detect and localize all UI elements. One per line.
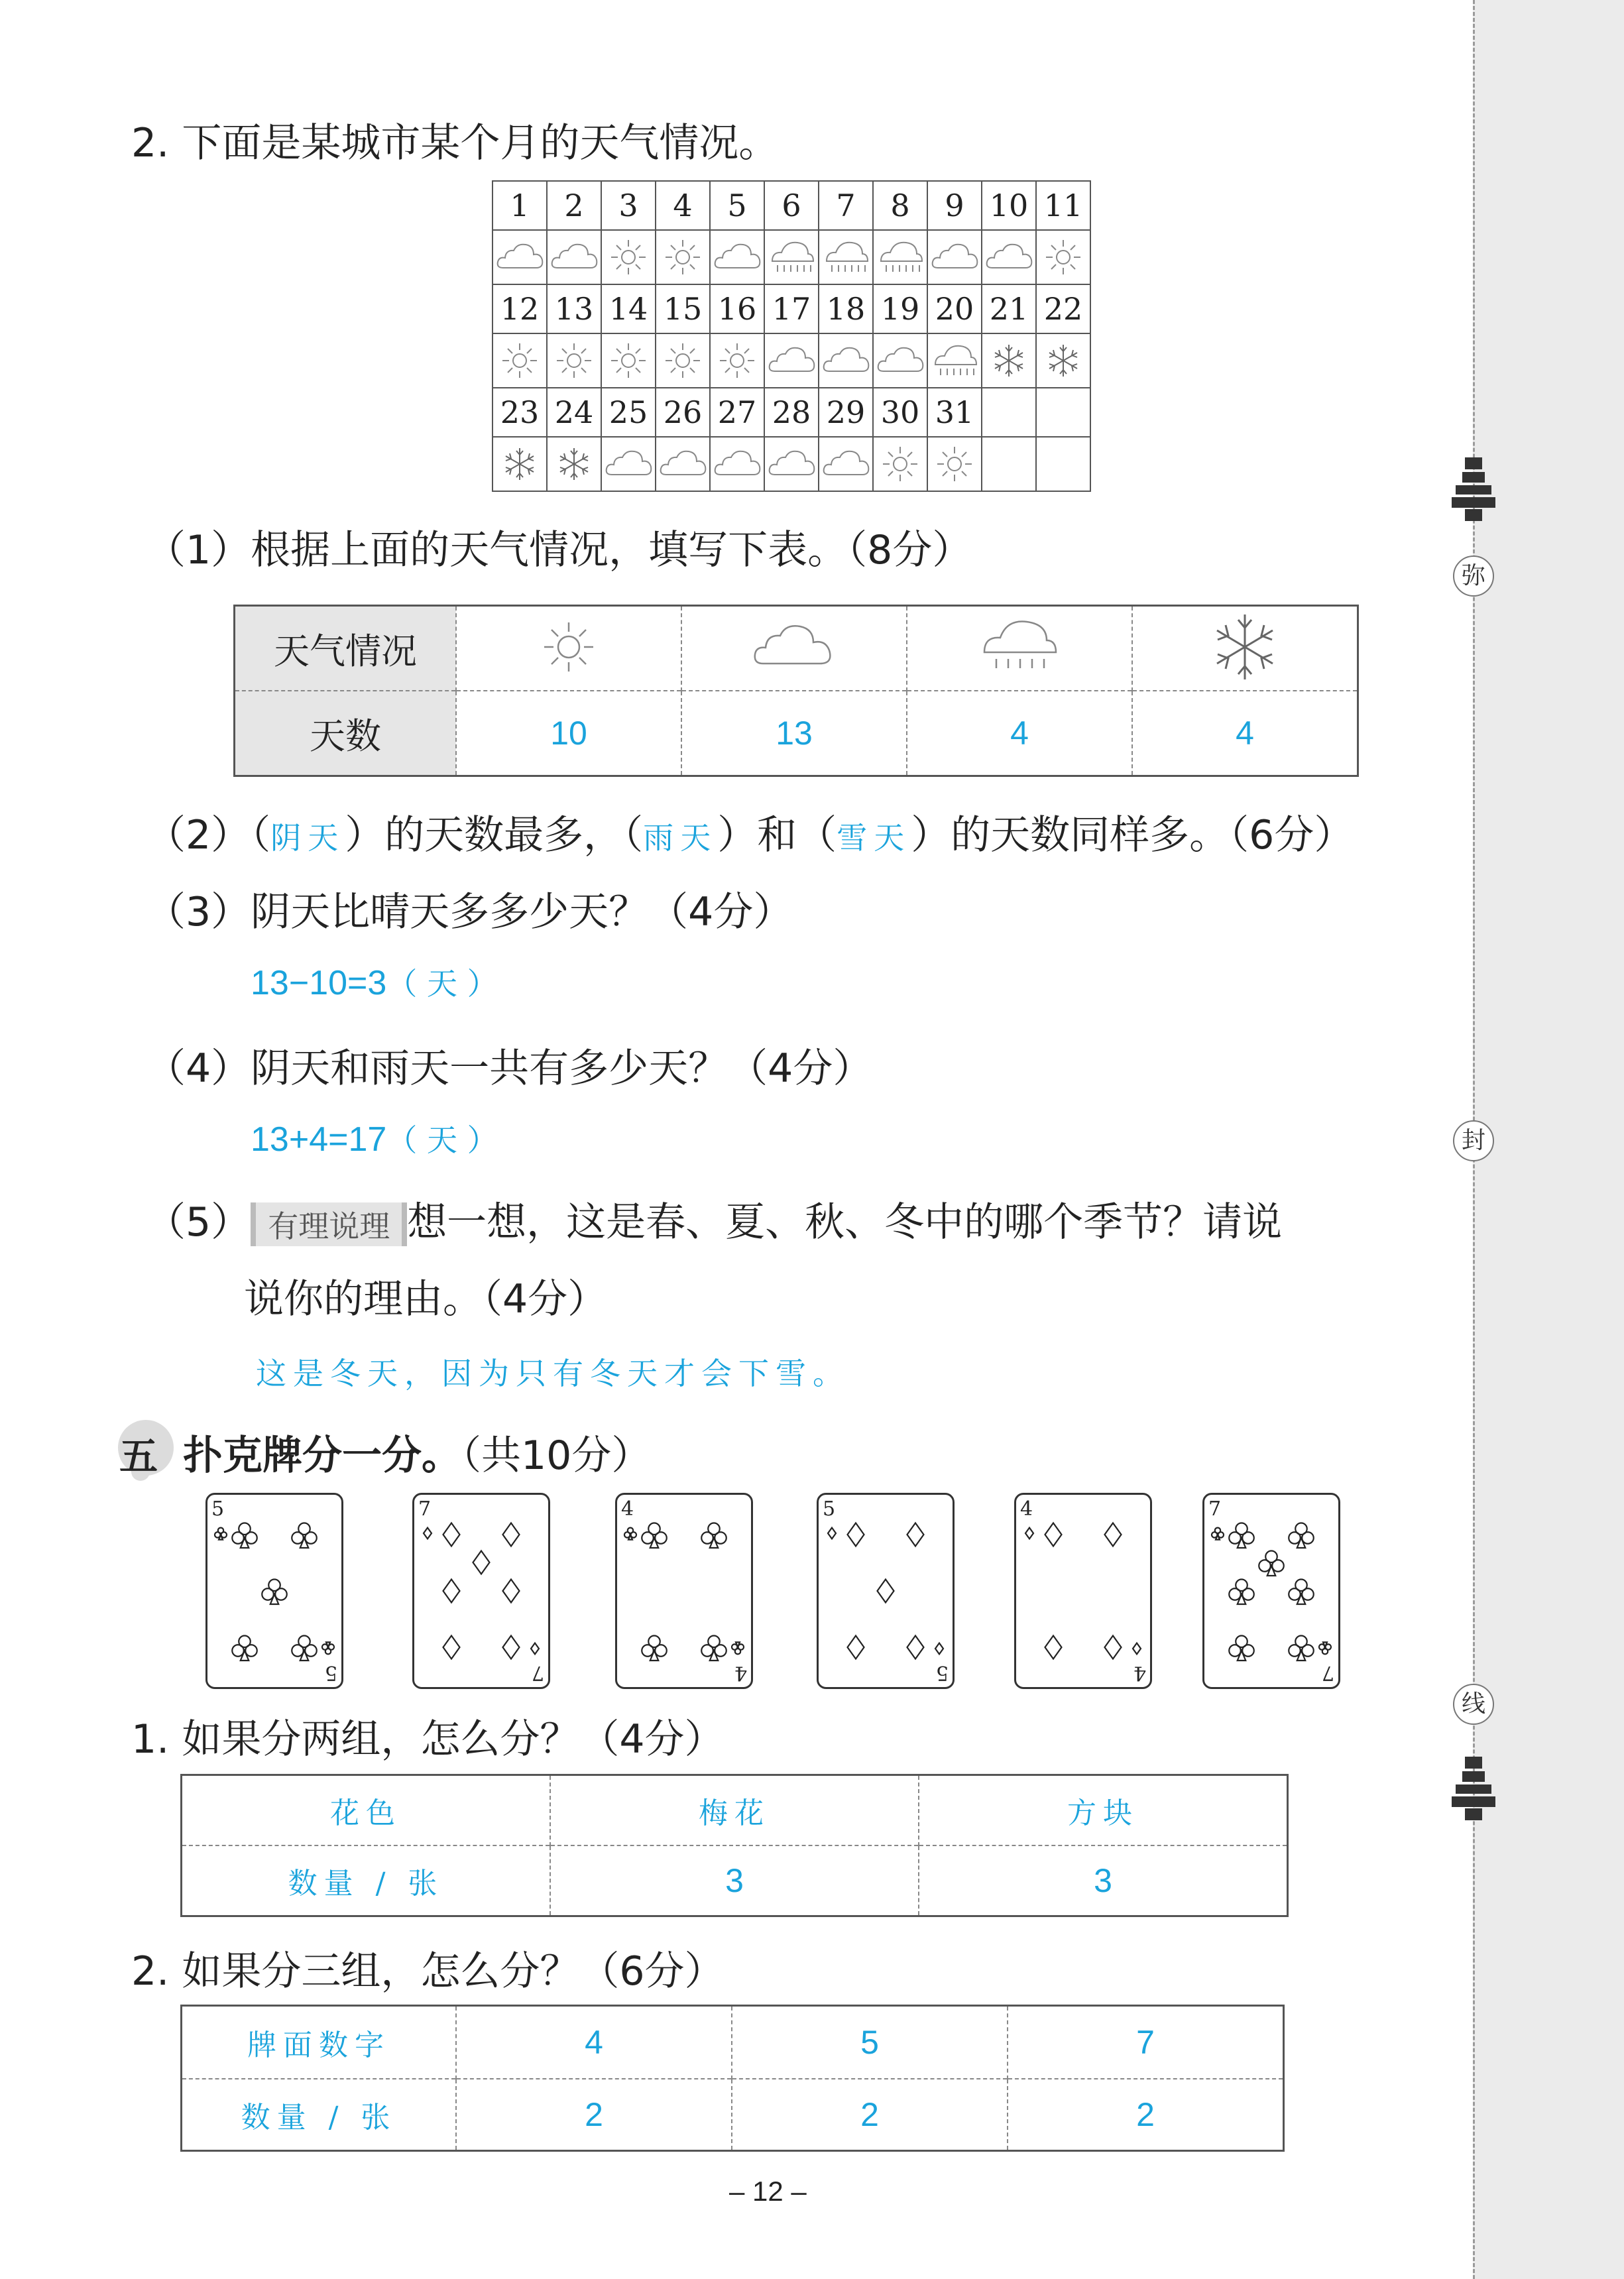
q2-title: 2. 下面是某城市某个月的天气情况。 <box>131 120 779 166</box>
scissors-icon-2 <box>1450 1757 1497 1820</box>
q2-part3-calc: 13−10=3 <box>251 964 387 1002</box>
calendar-day-number: 27 <box>710 388 764 437</box>
calendar-day-number: 2 <box>547 181 601 230</box>
playing-card-5-diamond <box>817 1493 955 1689</box>
q2-part5-answer: 这是冬天，因为只有冬天才会下雪。 <box>256 1356 850 1391</box>
count-clubs: 3 <box>550 1845 919 1916</box>
margin-mark-feng: 封 <box>1453 1120 1494 1161</box>
calendar-weather-row <box>493 437 1090 491</box>
cloud-icon <box>681 606 907 691</box>
calendar-day-number: 26 <box>656 388 710 437</box>
answer-same-1: 雨天 <box>643 820 718 856</box>
calendar-day-number: 4 <box>656 181 710 230</box>
q2-part3-answer <box>251 960 498 1004</box>
cloudy-weather-icon <box>493 230 547 284</box>
calendar-day-number: 15 <box>656 284 710 333</box>
calendar-day-number: 25 <box>601 388 656 437</box>
suit-label: 花色 <box>330 1796 402 1830</box>
playing-card-7-diamond <box>412 1493 550 1689</box>
quantity-label-2: 数量 / 张 <box>182 2079 457 2151</box>
suit-diamonds: 方块 <box>919 1775 1288 1846</box>
calendar-day-number <box>1036 388 1090 437</box>
section5-q1-text: 1. 如果分两组，怎么分？（4分） <box>131 1716 725 1763</box>
sunny-weather-icon <box>873 437 927 491</box>
calendar-day-number: 17 <box>764 284 819 333</box>
count-face-4: 2 <box>456 2079 732 2151</box>
section-number: 五 <box>119 1434 158 1479</box>
q2-part2-mid2: ）和（ <box>717 812 837 858</box>
two-group-table <box>180 1774 1289 1917</box>
q2-part4-answer <box>251 1116 498 1160</box>
section5-q2-text: 2. 如果分三组，怎么分？（6分） <box>131 1948 725 1995</box>
suit-clubs: 梅花 <box>550 1775 919 1846</box>
cloudy-weather-icon <box>710 230 764 284</box>
cloudy-weather-icon <box>873 333 927 388</box>
q2-part4-text: （4）阴天和雨天一共有多少天？（4分） <box>146 1045 873 1092</box>
row-label-days: 天数 <box>235 691 457 776</box>
section5-title <box>183 1424 651 1481</box>
answer-same-2: 雪天 <box>837 820 911 856</box>
calendar-day-number: 19 <box>873 284 927 333</box>
weather-calendar <box>492 180 1091 492</box>
calendar-day-number: 28 <box>764 388 819 437</box>
calendar-weather-row <box>493 230 1090 284</box>
cloudy-weather-icon <box>710 437 764 491</box>
calendar-day-number: 5 <box>710 181 764 230</box>
calendar-day-number: 20 <box>927 284 982 333</box>
rainy-weather-icon <box>819 230 873 284</box>
sunny-weather-icon <box>1036 230 1090 284</box>
sunny-weather-icon <box>493 333 547 388</box>
rainy-weather-icon <box>927 333 982 388</box>
calendar-day-number: 29 <box>819 388 873 437</box>
card-rank-top: 4 <box>1020 1497 1033 1521</box>
sunny-weather-icon <box>710 333 764 388</box>
calendar-day-row <box>493 388 1090 437</box>
cloudy-weather-icon <box>547 230 601 284</box>
sunny-weather-icon <box>601 230 656 284</box>
quantity-label: 数量 / 张 <box>182 1845 551 1916</box>
playing-card-4-diamond <box>1014 1493 1152 1689</box>
reasoning-tag: 有理说理 <box>251 1202 407 1246</box>
cloudy-weather-icon <box>764 437 819 491</box>
count-diamonds: 3 <box>919 1845 1288 1916</box>
calendar-weather-row <box>493 333 1090 388</box>
snowy-weather-icon <box>547 437 601 491</box>
face-7: 7 <box>1008 2006 1284 2079</box>
q2-part3-text: （3）阴天比晴天多多少天？（4分） <box>146 889 793 935</box>
calendar-day-number: 23 <box>493 388 547 437</box>
calendar-day-number: 18 <box>819 284 873 333</box>
card-rank-bottom: 4 <box>1133 1661 1146 1684</box>
weather-stats-table <box>233 605 1359 777</box>
sunny-weather-icon <box>547 333 601 388</box>
rainy-weather-icon <box>873 230 927 284</box>
count-face-5: 2 <box>732 2079 1008 2151</box>
rainy-weather-icon <box>764 230 819 284</box>
calendar-day-number: 11 <box>1036 181 1090 230</box>
q2-part4-unit: （ 天 ） <box>386 1122 498 1158</box>
q2-part2-end: ）的天数同样多。（6分） <box>911 812 1354 858</box>
face-4: 4 <box>456 2006 732 2079</box>
q2-part2-open: （2）（ <box>146 812 271 858</box>
calendar-day-number: 30 <box>873 388 927 437</box>
count-rainy: 4 <box>907 691 1132 776</box>
page-number: – 12 – <box>729 2176 807 2207</box>
q2-part3-unit: （ 天 ） <box>386 966 498 1002</box>
card-rank-top: 5 <box>823 1497 836 1521</box>
calendar-day-number: 31 <box>927 388 982 437</box>
q2-part5-prefix: （5） <box>146 1199 251 1246</box>
calendar-day-number: 14 <box>601 284 656 333</box>
cloudy-weather-icon <box>819 333 873 388</box>
calendar-day-number: 13 <box>547 284 601 333</box>
cloudy-weather-icon <box>656 437 710 491</box>
q2-part2-mid1: ）的天数最多，（ <box>345 812 644 858</box>
calendar-day-number: 1 <box>493 181 547 230</box>
q2-part5-text: 想一想，这是春、夏、秋、冬中的哪个季节？请说 <box>407 1199 1283 1246</box>
count-face-7: 2 <box>1008 2079 1284 2151</box>
cloudy-weather-icon <box>819 437 873 491</box>
count-cloudy: 13 <box>681 691 907 776</box>
section5-title-text: 扑克牌分一分。 <box>183 1432 461 1479</box>
section5-score: （共10分） <box>461 1432 652 1479</box>
calendar-day-number: 8 <box>873 181 927 230</box>
scissors-icon <box>1450 457 1497 521</box>
card-rank-top: 7 <box>1208 1497 1222 1521</box>
empty-cell <box>982 437 1036 491</box>
calendar-day-number: 3 <box>601 181 656 230</box>
snowy-weather-icon <box>493 437 547 491</box>
card-rank-top: 7 <box>418 1497 432 1521</box>
q2-part4-calc: 13+4=17 <box>251 1120 387 1159</box>
calendar-day-number: 16 <box>710 284 764 333</box>
calendar-day-number: 22 <box>1036 284 1090 333</box>
binding-margin <box>1473 0 1624 2279</box>
sun-icon <box>456 606 681 691</box>
row-label-weather: 天气情况 <box>235 606 457 691</box>
cloudy-weather-icon <box>982 230 1036 284</box>
three-group-table <box>180 2005 1285 2152</box>
card-rank-bottom: 7 <box>531 1661 544 1684</box>
card-rank-bottom: 5 <box>324 1661 337 1684</box>
calendar-day-number: 24 <box>547 388 601 437</box>
calendar-day-number: 6 <box>764 181 819 230</box>
empty-cell <box>1036 437 1090 491</box>
q2-part5-line2: 说你的理由。（4分） <box>244 1276 608 1322</box>
q2-part5-line1 <box>146 1191 1282 1248</box>
margin-mark-mi: 弥 <box>1453 555 1494 597</box>
face-5: 5 <box>732 2006 1008 2079</box>
calendar-day-number: 10 <box>982 181 1036 230</box>
card-rank-top: 4 <box>621 1497 634 1521</box>
margin-mark-xian: 线 <box>1453 1684 1494 1725</box>
sunny-weather-icon <box>656 230 710 284</box>
snowy-weather-icon <box>1036 333 1090 388</box>
card-rank-bottom: 4 <box>734 1661 747 1684</box>
count-snowy: 4 <box>1132 691 1358 776</box>
cloudy-weather-icon <box>601 437 656 491</box>
snowy-weather-icon <box>982 333 1036 388</box>
calendar-day-number: 12 <box>493 284 547 333</box>
calendar-day-row <box>493 284 1090 333</box>
calendar-day-row <box>493 181 1090 230</box>
playing-card-5-club <box>205 1493 343 1689</box>
calendar-day-number: 9 <box>927 181 982 230</box>
playing-card-7-club <box>1202 1493 1340 1689</box>
q2-part2 <box>146 803 1354 860</box>
sunny-weather-icon <box>656 333 710 388</box>
playing-card-4-club <box>615 1493 753 1689</box>
cloudy-weather-icon <box>764 333 819 388</box>
cloudy-weather-icon <box>927 230 982 284</box>
card-rank-bottom: 7 <box>1321 1661 1334 1684</box>
card-rank-top: 5 <box>211 1497 225 1521</box>
calendar-day-number <box>982 388 1036 437</box>
sunny-weather-icon <box>927 437 982 491</box>
calendar-day-number: 21 <box>982 284 1036 333</box>
sunny-weather-icon <box>601 333 656 388</box>
answer-most: 阴天 <box>270 820 345 856</box>
face-number-label: 牌面数字 <box>247 2028 390 2062</box>
calendar-day-number: 7 <box>819 181 873 230</box>
rain-cloud-icon <box>907 606 1132 691</box>
card-rank-bottom: 5 <box>935 1661 949 1684</box>
q2-part1-text: （1）根据上面的天气情况，填写下表。（8分） <box>146 527 972 573</box>
snowflake-icon <box>1132 606 1358 691</box>
count-sunny: 10 <box>456 691 681 776</box>
